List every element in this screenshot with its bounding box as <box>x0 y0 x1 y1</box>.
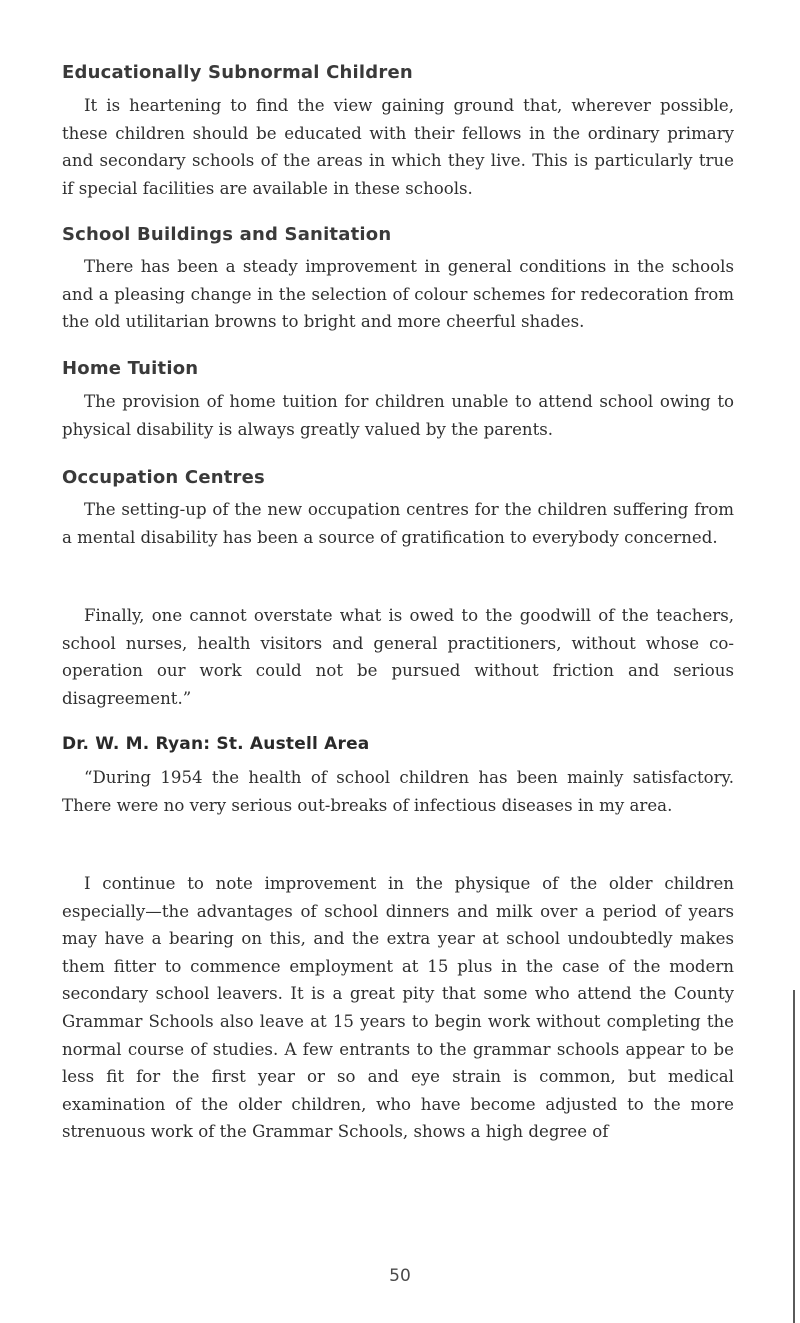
page-number: 50 <box>389 1266 411 1286</box>
paragraph-home-tuition: The provision of home tuition for children unable to attend school owing to physical disability is always greatly valued by the parents. <box>62 392 734 439</box>
section-heading-dr-ryan: Dr. W. M. Ryan: St. Austell Area <box>62 734 370 754</box>
paragraph-educationally-subnormal: It is heartening to find the view gaining ground that, wherever possible, these children should be educated with their fellows in the ordinary primary and secondary schools of the areas in which they live. This is particularly true if special facilities are available in these schools. <box>62 96 734 198</box>
page-edge-line <box>793 990 795 1323</box>
section-heading-school-buildings: School Buildings and Sanitation <box>62 224 392 245</box>
section-heading-occupation-centres: Occupation Centres <box>62 467 265 488</box>
section-heading-educationally-subnormal: Educationally Subnormal Children <box>62 62 413 83</box>
paragraph-school-buildings: There has been a steady improvement in general conditions in the schools and a pleasing change in the selection of colour schemes for redecoration from the old utilitarian browns to bright and more cheerful shades. <box>62 257 734 332</box>
section-heading-home-tuition: Home Tuition <box>62 358 199 379</box>
paragraph-finally: Finally, one cannot overstate what is owed to the goodwill of the teachers, school nurses, health visitors and general practitioners, without whose co-operation our work could not be pursued without friction and serious disagreement.” <box>62 606 734 708</box>
paragraph-physique: I continue to note improvement in the physique of the older children especially—the advantages of school dinners and milk over a period of years may have a bearing on this, and the extra year at school undoubtedly makes them fitter to commence employment at 15 plus in the case of the modern secondary school leavers. It is a great pity that some who attend the County Grammar Schools also leave at 15 years to begin work without completing the normal course of studies. A few entrants to the grammar schools appear to be less fit for the first year or so and eye strain is common, but medical examination of the older children, who have become adjusted to the more strenuous work of the Grammar Schools, shows a high degree of <box>62 874 734 1142</box>
paragraph-occupation-centres: The setting-up of the new occupation centres for the children suffering from a mental disability has been a source of gratification to everybody concerned. <box>62 500 734 547</box>
paragraph-during-1954: “During 1954 the health of school children has been mainly satisfactory. There were no very serious out-breaks of infectious diseases in my area. <box>62 768 734 815</box>
